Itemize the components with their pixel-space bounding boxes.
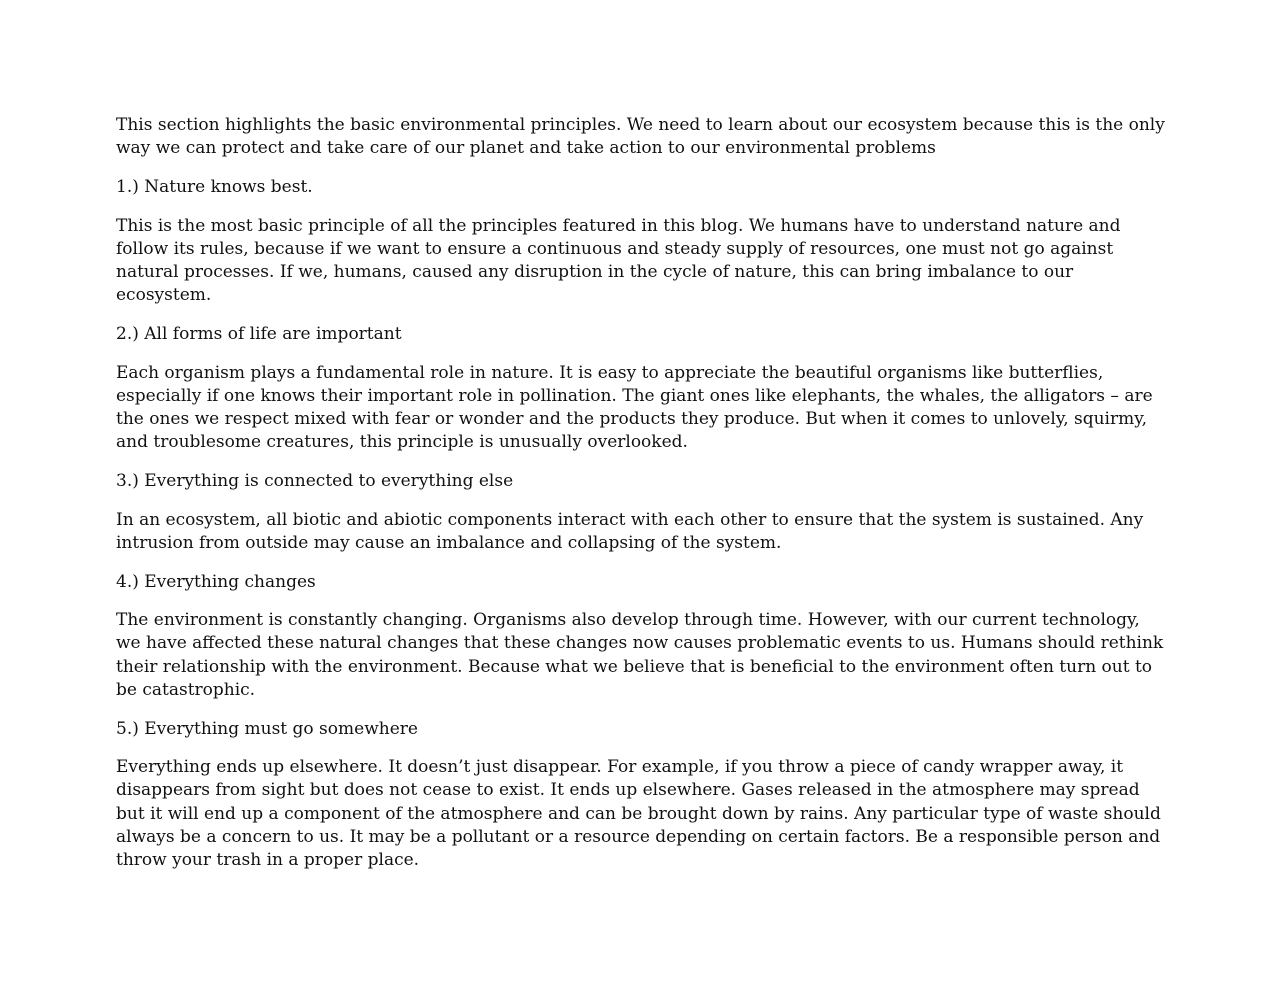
intro-paragraph: This section highlights the basic environmental principles. We need to learn about our ecosystem because this is the only way we can protect and take care of our planet and take action to our environmental problems xyxy=(116,115,1165,159)
principle-1-heading: 1.) Nature knows best. xyxy=(116,176,313,197)
document-page xyxy=(116,114,1166,888)
principle-4-heading: 4.) Everything changes xyxy=(116,571,316,592)
principle-2-body: Each organism plays a fundamental role in nature. It is easy to appreciate the beautiful organisms like butterflies, especially if one knows their important role in pollination. The giant ones like elephants, the whales, the alligators – are the ones we respect mixed with fear or wonder and the products they produce. But when it comes to unlovely, squirmy, and troublesome creatures, this principle is unusually overlooked. xyxy=(116,362,1153,453)
principle-4-body: The environment is constantly changing. Organisms also develop through time. However, with our current technology, we have affected these natural changes that these changes now causes problematic events to us. Humans should rethink their relationship with the environment. Because what we believe that is beneficial to the environment often turn out to be catastrophic. xyxy=(116,610,1164,700)
principle-2-heading: 2.) All forms of life are important xyxy=(116,323,402,344)
principle-3-heading: 3.) Everything is connected to everything else xyxy=(116,470,514,491)
principle-5-body: Everything ends up elsewhere. It doesn’t just disappear. For example, if you throw a piece of candy wrapper away, it disappears from sight but does not cease to exist. It ends up elsewhere. Gases released in the atmosphere may spread but it will end up a component of the atmosphere and can be brought down by rains. Any particular type of waste should always be a concern to us. It may be a pollutant or a resource depending on certain factors. Be a responsible person and throw your trash in a proper place. xyxy=(116,757,1161,871)
principle-5-heading: 5.) Everything must go somewhere xyxy=(116,718,418,739)
principle-1-body: This is the most basic principle of all the principles featured in this blog. We humans have to understand nature and follow its rules, because if we want to ensure a continuous and steady supply of resources, one must not go against natural processes. If we, humans, caused any disruption in the cycle of nature, this can bring imbalance to our ecosystem. xyxy=(116,215,1121,306)
principle-3-body: In an ecosystem, all biotic and abiotic components interact with each other to ensure that the system is sustained. Any intrusion from outside may cause an imbalance and collapsing of the system. xyxy=(116,509,1144,553)
